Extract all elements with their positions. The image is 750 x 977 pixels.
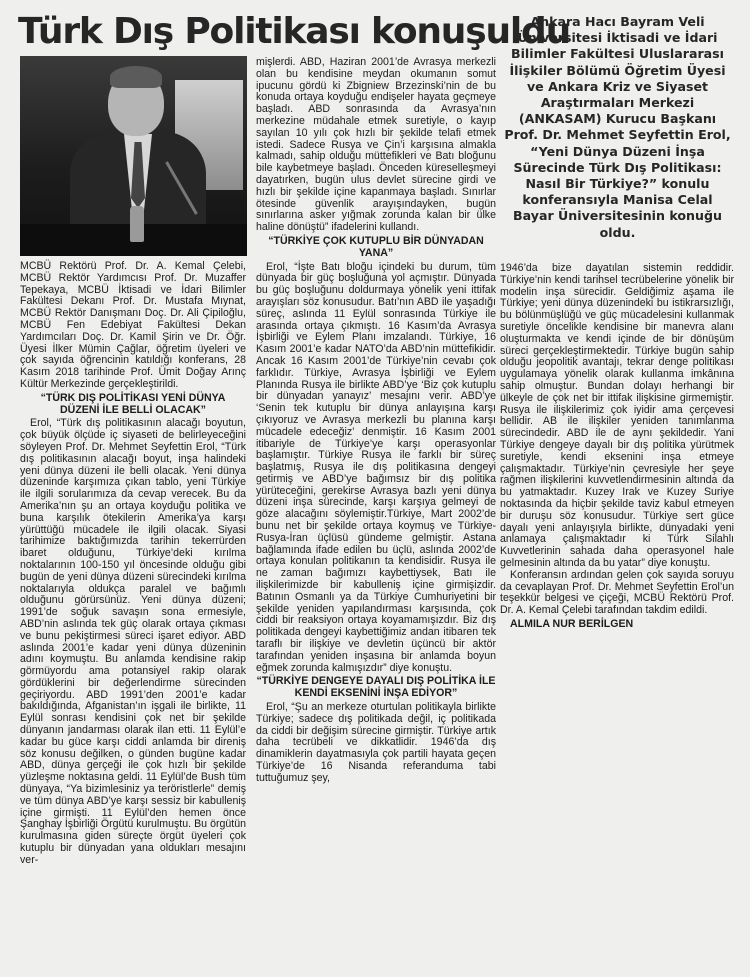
subheading: “TÜRKİYE DENGEYE DAYALI DIŞ POLİTİKA İLE KENDİ EKSENİNİ İNŞA EDİYOR”	[256, 675, 496, 700]
article-paragraph: Erol, “Türk dış politikasının alacağı boyutun, çok büyük ölçüde iç siyaseti de belirleyeceğini söyleyen Prof. Dr. Mehmet Seyfettin Erol, “Türk dış politikasının alacağı boyut, inşa halindeki yeni dünya düzeni ile belli olacak. Yeni dünya düzeninde karşımıza çıkan tablo, yeni Türkiye ile ilgili sorularımıza da cevap verecek. Bu da Amerika’nın şu an ortaya koyduğu politika ve buna karşılık ötekilerin Amerika’ya karşı yürüttüğü mücadele ile ilgili olacak. Siyasi tarihimize baktığımızda tarihin tekerrürden ibaret olduğunu, Türkiye’deki kırılma noktalarının 100-150 yıl öncesinde olduğu gibi bugün de yeni dünya düzeni sürecindeki kırılma noktalarıyla oldukça paralel ve bağımlı olduğunu görürsünüz. Yeni dünya düzeni; 1991’de soğuk savaşın sona ermesiyle, ABD’nin aslında tek güç olarak ortaya çıkması ve bunu pekiştirmesi süreci işaret ediyor. ABD aslında 2001’e kadar yeni dünya düzeninin adını koymuştu. Bu anlamda kendisine rakip görmüyordu ama potansiyel rakip olarak gördüklerini bir değerlendirme sürecinden geçiriyordu. ABD 1991’den 2001’e kadar bakıldığında, Afganistan’ın işgali ile birlikte, 11 Eylül sonrası kendisini çok net bir şekilde dünyanın jandarması olarak ilan etti. 11 Eylül’e kadar bu güce karşı ciddi anlamda bir direniş söz konusu değilken, o günden bugüne kadar ABD, dünya gerçeği ile çok hızlı bir şekilde yüzleşme noktasına geldi. 11 Eylül’de Bush tüm dünyaya, “Ya bizimlesiniz ya teröristlerle” demiş ve tüm dünya ABD’ye karşı sessiz bir kabulleniş içine girmişti. 11 Eylül’den hemen önce Şanghay İşbirliği Örgütü kurulmuştu. Bu örgütün kurulmasına giden süreçte örgüt üyeleri çok kutuplu bir dünyadan yana oldukları mesajını ver-	[20, 417, 246, 866]
article-paragraph: mişlerdi. ABD, Haziran 2001’de Avrasya merkezli olan bu kendisine meydan okumanın somut ipucunu gördü ki Zbigniew Brzezinski’nin de bu konuda ortaya koyduğu endişeler hayata geçmeye başladı. ABD sonrasında da Avrasya’nın merkezine müdahale etmek suretiyle, o kayıp sayılan 10 yılı çok hızlı bir şekilde telafi etmek istedi. Sadece Rusya ve Çin’i karşısına almakla kalmadı, sahip olduğu müttefikleri ve Batı bloğunu bile kaybetmeye başladı. Önceden küreselleşmeyi dayatırken, bugün ulus devlet sürecine girdi ve hızlı bir şekilde içine kapanmaya başladı. Sınırlar ötesinde güvenlik arayışındayken, bugün sınırlarına asker yığmak zorunda kalan bir ülke haline dönüştü” ifadelerini kullandı.	[256, 56, 496, 234]
article-paragraph: 1946’da bize dayatılan sistemin reddidir. Türkiye’nin kendi tarihsel tecrübelerine yönelik bir modelin inşa sürecidir. Geldiğimiz aşama ile Türkiye; yeni dünya düzenindeki bu istikrarsızlığı, bu bölünmüşlüğü ve güç mücadelesini kullanmak suretiyle öncelikle kendisine bir manevra alanı oluşturmakta ve kendi içinde de bir dönüşüm süreci gerçekleştirmektedir. Türkiye bugün sahip olduğu jeopolitik avantajı, tekrar denge politikası uygulamaya yönelik olarak kullanma imkânına sahip olmuştur. Bundan dolayı herhangi bir ülkeyle de çok net bir ittifak ilişkisine girmemiştir. Rusya ile ilişkilerimiz çok iyidir ama çerçevesi bellidir. AB ile ilişkiler yeniden tanımlanma sürecindedir. ABD ile de aynı şekildedir. Yani Türkiye dengeye dayalı bir dış politika yürütmek suretiyle, kendi eksenini inşa etmeye çalışmaktadır. Türkiye’nin çevresiyle her şeye rağmen ilişkilerini kuvvetlendirmesinin altında da bu yatmaktadır. Kuzey Irak ve Kuzey Suriye noktasında da hiçbir şekilde taviz kabul etmeyen bir duruşu söz konusudur. Türkiye sert güce dayalı yeni anlayışıyla birlikte, dünyadaki yeni anlamaya çalışmaktadır ki Türk Silahlı Kuvvetlerinin sahada daha operasyonel hale gelmesinin altında da bu yatar” diye konuştu.	[500, 262, 734, 569]
article-paragraph: Erol, “İşte Batı bloğu içindeki bu durum, tüm dünyada bir güç boşluğuna yol açmıştır. Dünyada bu güç boşluğunu doldurmaya yönelik yeni ittifak arayışları söz konusudur. Batı’nın ABD ile yaşadığı süreç, aslında 11 Eylül sonrasında Türkiye ile arasında ortaya çıkmıştı. 16 Kasım’da Avrasya İşbirliği ve Eylem Planı imzalandı. Türkiye, 16 Kasım 2001’e kadar NATO’da ABD’nin müttefikidir. Ancak 16 Kasım 2001’de Türkiye’nin cevabı çok farklıdır. Türkiye, Avrasya İşbirliği ve Eylem Planında Rusya ile birlikte ABD’ye ‘Biz çok kutuplu bir dünyadan yanayız’ mesajını verir. ABD’ye ‘Senin tek kutuplu bir dünya anlayışına karşı çıkıyoruz ve Avrasya merkezli bu planına karşı mücadele edeceğiz’ denmiştir. 16 Kasım 2001 itibariyle de Türkiye’ye karşı operasyonlar başlamıştır. Türkiye Rusya ile farklı bir süreç başlatmış, Rusya ile dış politikasına dengeyi getirmiş ve ABD’ye bağımsız bir dış politika yürüteceğini, gerekirse Avrasya bazlı yeni dünya düzeni inşa sürecinde, karşı karşıya gelmeyi de göze alacağını söylemiştir.Türkiye, Mart 2002’de bunu net bir şekilde ortaya koymuş ve Türkiye-Rusya-İran üçlüsü gündeme gelmiştir. Astana bağlamında ifade edilen bu üçlü, aslında 2002’de ortaya konulan politikanın ta kendisidir. Rusya ile ne zaman bağımızı kaybettiysek, Batı ile ilişkilerimizde bir kabulleniş içine girmişizdir. Batının Osmanlı ya da Türkiye Cumhuriyetini bir şekilde yeniden yapılandırması karşısında, çok ciddi bir reaksiyon ortaya koyamamışızdır. Biz dış politikada dengeyi kaybettiğimiz andan itibaren tek taraflı bir ilişkiye ve devletin üçüncü bir aktör tarafından yeniden inşasına bir anlamda boyun eğmek zorunda kalmışızdır” diye konuştu.	[256, 260, 496, 674]
article-column-1	[20, 261, 246, 867]
article-paragraph: MCBÜ Rektörü Prof. Dr. A. Kemal Çelebi, MCBÜ Rektör Yardımcısı Prof. Dr. Muzaffer Tepekaya, MCBÜ İktisadi ve İdari Bilimler Fakültesi Dekanı Prof. Dr. Mustafa Mıynat, MCBÜ Rektör Danışmanı Doç. Dr. Ali Çipiloğlu, MCBÜ Fen Edebiyat Fakültesi Dekan Yardımcıları Doç. Dr. Kamil Şirin ve Dr. Öğr. Üyesi İlker Mümin Çağlar, öğretim üyeleri ve çok sayıda öğrencinin katıldığı konferans, 28 Kasım 2018 tarihinde Prof. Ümit Doğay Arınç Kültür Merkezinde gerçekleştirildi.	[20, 260, 246, 390]
headline: Türk Dış Politikası konuşuldu	[18, 11, 571, 52]
article-column-3	[500, 263, 734, 631]
speaker-photo	[20, 56, 247, 256]
article-paragraph: Konferansın ardından gelen çok sayıda soruyu da cevaplayan Prof. Dr. Mehmet Seyfettin Erol’un teşekkür belgesi ve çiçeği, MCBÜ Rektörü Prof. Dr. A. Kemal Çelebi tarafından takdim edildi.	[500, 568, 734, 617]
author-byline: ALMILA NUR BERİLGEN	[510, 617, 634, 630]
article-column-2	[256, 57, 496, 785]
water-bottle-shape	[130, 206, 144, 242]
article-paragraph: Erol, “Şu an merkeze oturtulan politikayla birlikte Türkiye; sadece dış politikada değil, iç politikada da ciddi bir değişim sürecine girmiştir. Türkiye artık daha tecrübeli ve dikkatlidir. 1946’da dış dinamiklerin dayatmasıyla çok partili hayata geçen Türkiye’de 16 Nisanda referanduma tabi tuttuğumuz şey,	[256, 701, 496, 784]
deck: Ankara Hacı Bayram Veli Üniversitesi İktisadi ve İdari Bilimler Fakültesi Uluslararası İlişkiler Bölümü Öğretim Üyesi ve Ankara Kriz ve Siyaset Araştırmaları Merkezi (ANKASAM) Kurucu Başkanı Prof. Dr. Mehmet Seyfettin Erol, “Yeni Dünya Düzeni İnşa Sürecinde Türk Dış Politikası: Nasıl Bir Türkiye?” konulu konferansıyla Manisa Celal Bayar Üniversitesinin konuğu oldu.	[504, 14, 731, 240]
speaker-hair-shape	[110, 66, 162, 88]
subheading: “TÜRKİYE ÇOK KUTUPLU BİR DÜNYADAN YANA”	[268, 234, 484, 259]
subheading: “TÜRK DIŞ POLİTİKASI YENİ DÜNYA DÜZENİ İLE BELLİ OLACAK”	[40, 391, 226, 416]
